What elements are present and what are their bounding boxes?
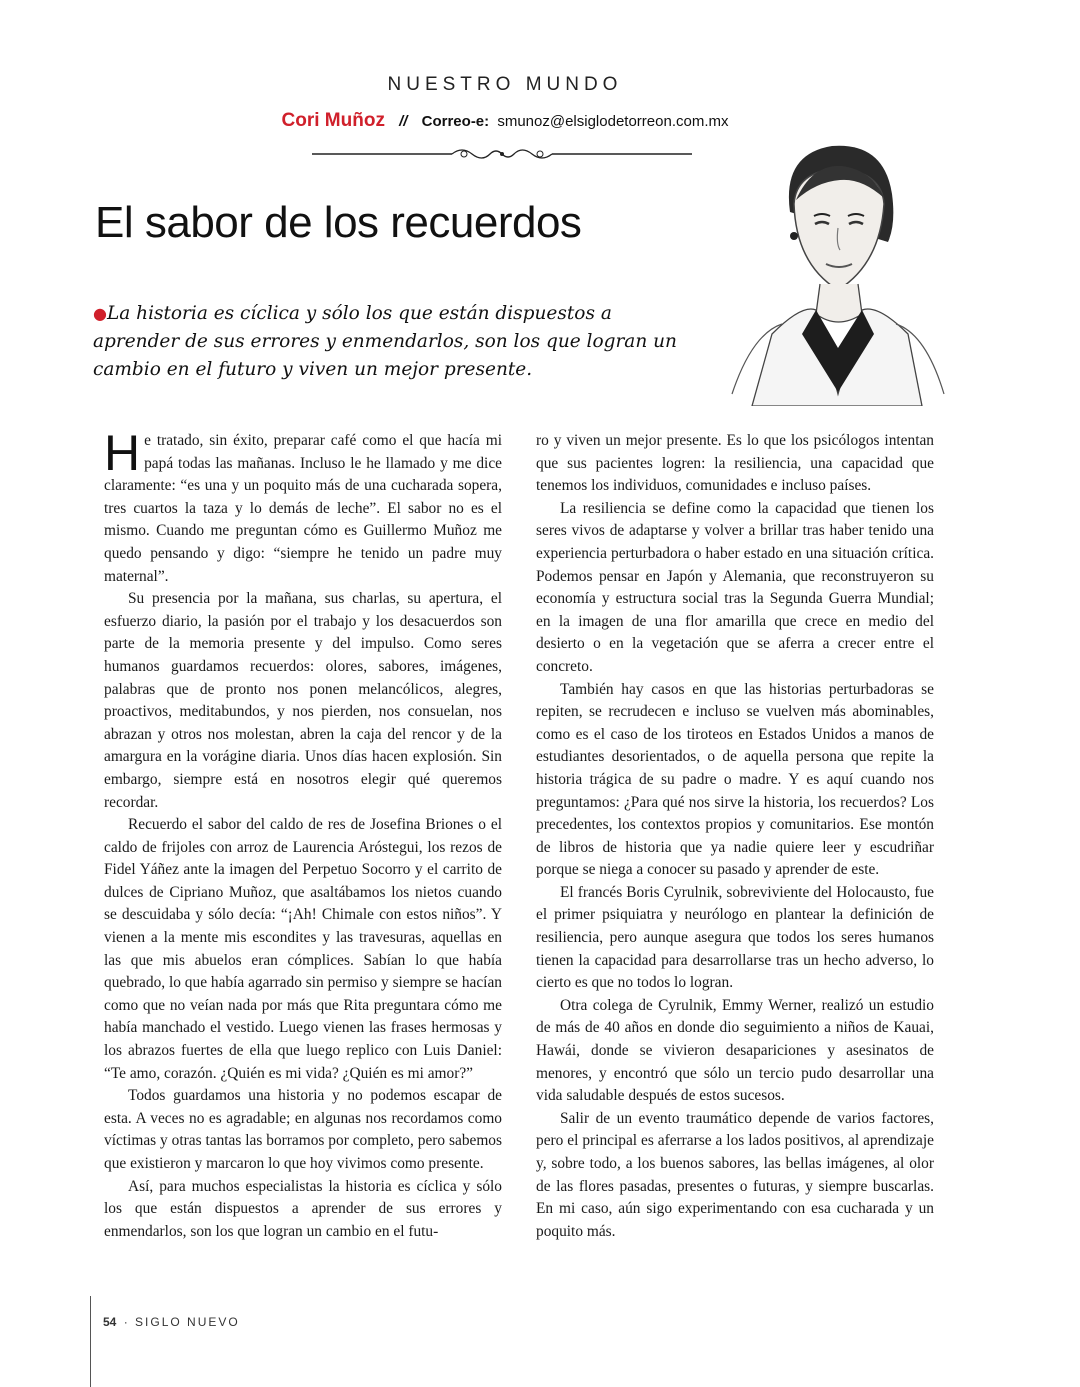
page-footer bbox=[103, 1315, 240, 1329]
article-paragraph: Así, para muchos especialistas la historia es cíclica y sólo los que están dispuestos a aprender de sus errores y enmendarlos, son los que logran un cambio en el futu- bbox=[104, 1177, 502, 1240]
article-paragraph: La resiliencia se define como la capacidad que tienen los seres vivos de adaptarse y volver a brillar tras haber tenido una experiencia perturbadora o haber estado en una situación crítica. Podemos pensar en Japón y Alemania, que reconstruyeron su economía y estructura social tras la Segunda Guerra Mundial; en la imagen de una flor amarilla que crece en medio del desierto o en la vegetación que se aferra a crecer entre el concreto. bbox=[536, 499, 934, 675]
footer-rule bbox=[90, 1296, 91, 1387]
article-paragraph: Su presencia por la mañana, sus charlas, su apertura, el esfuerzo diario, la pasión por el trabajo y los desacuerdos son parte de la memoria presente y del impulso. Como seres humanos guardamos recuerdos: olores, sabores, imágenes, palabras que de pronto nos ponen melancólicos, alegres, proactivos, meditabundos, y nos pierden, nos consuelan, nos abrazan y otros nos molestan, abren la caja del rencor y de la amargura en la vorágine diaria. Unos días hacen explosión. Sin embargo, siempre está en nosotros elegir qué queremos recordar. bbox=[104, 590, 502, 811]
page-number: 54 bbox=[103, 1315, 117, 1329]
dek-text: La historia es cíclica y sólo los que están dispuestos a aprender de sus errores y enmendarlos, son los que logran un cambio en el futuro y viven un mejor presente. bbox=[93, 303, 677, 380]
author-name: Cori Muñoz bbox=[281, 110, 385, 131]
drop-cap: H bbox=[104, 425, 141, 481]
article-paragraph bbox=[104, 425, 502, 588]
article-paragraph: Otra colega de Cyrulnik, Emmy Werner, realizó un estudio de más de 40 años en donde dio seguimiento a niños de Kauai, Hawái, donde se vivieron desapariciones y asesinatos de menores, y encontró que sólo un tercio pudo desarrollar una vida saludable después de estos sucesos. bbox=[536, 996, 934, 1105]
dek bbox=[93, 300, 693, 384]
scroll-ornament-icon bbox=[312, 142, 692, 166]
email-link[interactable]: smunoz@elsiglodetorreon.com.mx bbox=[497, 113, 729, 130]
magazine-name: SIGLO NUEVO bbox=[135, 1315, 240, 1329]
article-column-1 bbox=[104, 425, 502, 1243]
article-paragraph: También hay casos en que las historias perturbadoras se repiten, se recrudecen e incluso se vuelven más abominables, como es el caso de los tiroteos en Estados Unidos a manos de estudiantes desorientados, o de aquella persona que repite la historia trágica de su padre o madre. Y es aquí cuando nos preguntamos: ¿Para qué nos sirve la historia, los recuerdos? Los precedentes, los contextos propios y comunitarios. Ese montón de libros de historia que ya nadie quiere leer y escudriñar porque se niega a conocer su pasado y aprender de este. bbox=[536, 680, 934, 879]
article-column-2 bbox=[536, 430, 934, 1243]
article-paragraph: ro y viven un mejor presente. Es lo que los psicólogos intentan que sus pacientes logren: la resiliencia, una capacidad que tenemos los individuos, comunidades e incluso países. bbox=[536, 432, 934, 495]
byline-separator: // bbox=[399, 113, 408, 130]
headline: El sabor de los recuerdos bbox=[95, 198, 582, 247]
footer-separator: · bbox=[123, 1315, 130, 1329]
paragraph-text: e tratado, sin éxito, preparar café como el que hacía mi papá todas las mañanas. Incluso le he llamado y me dice claramente: “es una y un poquito más de una cucharada sopera, tres cuartos la taza y lo demás de leche”. El sabor no es el mismo. Cuando me preguntan cómo es Guillermo Muñoz me quedo pensando y digo: “siempre he tenido un padre muy maternal”. bbox=[104, 432, 502, 585]
bullet-icon: ● bbox=[93, 304, 107, 323]
byline bbox=[0, 110, 1010, 132]
author-portrait-icon bbox=[712, 134, 962, 406]
article-paragraph: El francés Boris Cyrulnik, sobreviviente del Holocausto, fue el primer psiquiatra y neurólogo en plantear la definición de resiliencia, pero aunque asegura que todos los seres humanos tienen la capacidad para desarrollarse tras un hecho adverso, lo cierto es que no todos lo logran. bbox=[536, 883, 934, 992]
section-title: NUESTRO MUNDO bbox=[387, 74, 623, 95]
article-paragraph: Todos guardamos una historia y no podemos escapar de esta. A veces no es agradable; en algunas nos recordamos como víctimas y otras tantas las borramos por completo, pero sabemos que existieron y marcaron lo que hoy vivimos como presente. bbox=[104, 1087, 502, 1172]
article-paragraph: Salir de un evento traumático depende de varios factores, pero el principal es aferrarse a los lados positivos, al aprendizaje y, sobre todo, a los buenos sabores, las bellas imágenes, al olor de las flores pasadas, presentes o futuras, y siempre buscarlas. En mi caso, aún sigo experimentando con esa cucharada y un poquito más. bbox=[536, 1109, 934, 1240]
article-paragraph: Recuerdo el sabor del caldo de res de Josefina Briones o el caldo de frijoles con arroz de Laurencia Aróstegui, los rezos de Fidel Yáñez ante la imagen del Perpetuo Socorro y el carrito de dulces de Cipriano Muñoz, que asaltábamos los nietos cuando se descuidaba y sólo decía: “¡Ah! Chimale con estos niños”. Y vienen a la mente mis escondites y las travesuras, aquellas en las que mis abuelos eran cómplices. Sabían lo que había quebrado, lo que había agarrado sin permiso y siempre se hacían como que no veían nada por más que Rita preguntara cómo me había manchado el vestido. Luego vienen las frases hermosas y los abrazos fuertes de ella que luego replico con Luis Daniel: “Te amo, corazón. ¿Quién es mi vida? ¿Quién es mi amor?” bbox=[104, 816, 502, 1082]
email-label: Correo-e: bbox=[421, 113, 490, 130]
